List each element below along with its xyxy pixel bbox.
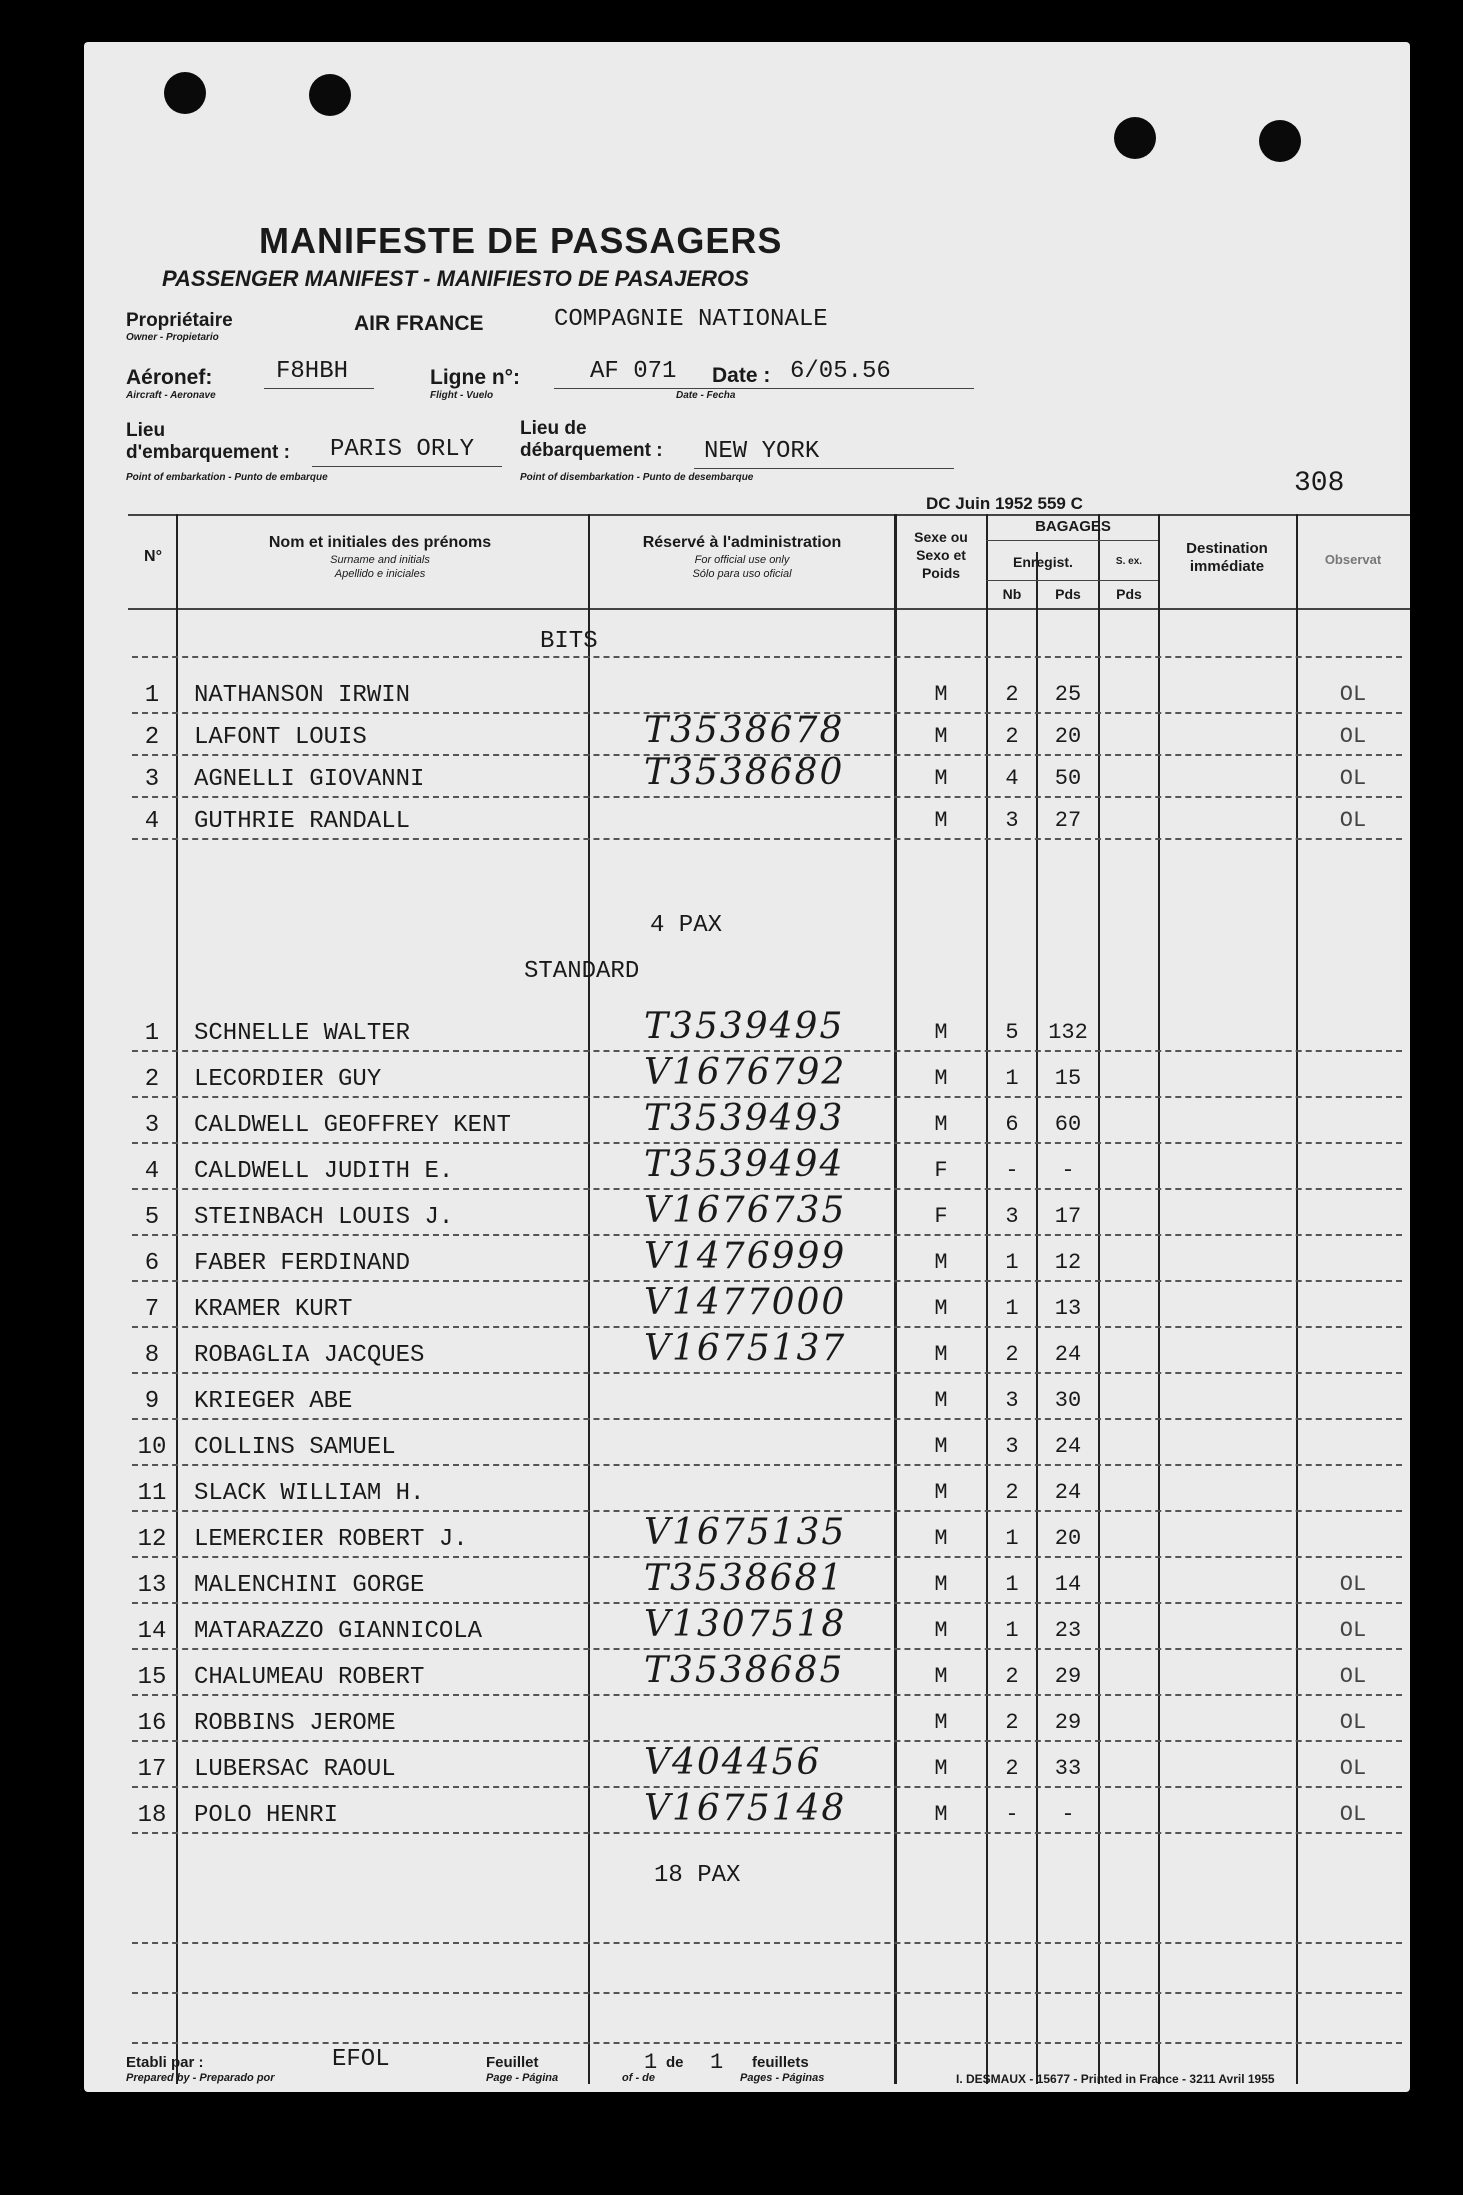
bag-weight: 29: [1054, 1710, 1082, 1735]
embark-label: Lieu d'embarquement :: [126, 420, 290, 463]
ticket-number: V1676735: [644, 1190, 847, 1231]
passenger-name: GUTHRIE RANDALL: [194, 808, 411, 835]
row-number: 14: [137, 1618, 167, 1645]
sex-value: M: [934, 1572, 948, 1597]
col-bagages: BAGAGES: [1035, 518, 1111, 535]
col-obs: Observat: [1324, 552, 1382, 567]
bag-count: 3: [1005, 1434, 1019, 1459]
row-number: 5: [144, 1204, 160, 1231]
bag-count: 5: [1005, 1020, 1019, 1045]
printer-line: I. DESMAUX - 15677 - Printed in France - 3211 Avril 1955: [956, 2072, 1275, 2086]
ticket-number: V404456: [644, 1742, 822, 1783]
bag-weight: 12: [1054, 1250, 1082, 1275]
aircraft-value: F8HBH: [276, 358, 349, 385]
bag-count: 1: [1005, 1296, 1019, 1321]
passenger-name: AGNELLI GIOVANNI: [194, 766, 425, 793]
bag-count: 4: [1005, 766, 1019, 791]
passenger-name: LECORDIER GUY: [194, 1066, 382, 1093]
bag-weight: -: [1061, 1158, 1075, 1183]
row-line: [132, 1694, 1402, 1697]
col-name-sub1: Surname and initials: [330, 554, 430, 566]
manifest-sheet: [84, 42, 1410, 2092]
sex-value: M: [934, 1112, 948, 1137]
prepared-value: EFOL: [332, 2046, 390, 2073]
ticket-number: T3538685: [644, 1650, 845, 1691]
ticket-number: T3538680: [644, 752, 845, 793]
passenger-name: FABER FERDINAND: [194, 1250, 411, 1277]
observation: OL: [1339, 1618, 1367, 1643]
sex-value: M: [934, 1480, 948, 1505]
owner-sub: Owner - Propietario: [126, 332, 219, 343]
bag-count: 3: [1005, 1388, 1019, 1413]
bag-weight: 27: [1054, 808, 1082, 833]
sex-value: M: [934, 1296, 948, 1321]
bag-count: 6: [1005, 1112, 1019, 1137]
col-pds: Pds: [1055, 586, 1081, 602]
passenger-name: SLACK WILLIAM H.: [194, 1480, 425, 1507]
bag-weight: 24: [1054, 1434, 1082, 1459]
sex-value: F: [934, 1158, 948, 1183]
sex-value: M: [934, 808, 948, 833]
bag-weight: 23: [1054, 1618, 1082, 1643]
col-nb: Nb: [1002, 586, 1022, 602]
of-sub: of - de: [622, 2072, 655, 2084]
row-number: 4: [144, 1158, 160, 1185]
bag-weight: 25: [1054, 682, 1082, 707]
date-sub: Date - Fecha: [676, 390, 736, 401]
aircraft-sub: Aircraft - Aeronave: [126, 390, 216, 401]
sheet-label: Feuillet: [486, 2054, 539, 2071]
row-number: 3: [144, 1112, 160, 1139]
observation: OL: [1339, 1710, 1367, 1735]
sheets-label: feuillets: [752, 2054, 809, 2071]
row-number: 7: [144, 1296, 160, 1323]
passenger-name: LUBERSAC RAOUL: [194, 1756, 396, 1783]
bag-weight: -: [1061, 1802, 1075, 1827]
row-number: 15: [137, 1664, 167, 1691]
aircraft-label: Aéronef:: [126, 366, 213, 389]
bag-count: 2: [1005, 1664, 1019, 1689]
row-number: 10: [137, 1434, 167, 1461]
sex-value: M: [934, 1342, 948, 1367]
bag-weight: 24: [1054, 1480, 1082, 1505]
row-line: [132, 796, 1402, 799]
row-number: 8: [144, 1342, 160, 1369]
ticket-number: T3539495: [644, 1006, 845, 1047]
punch-hole: [164, 72, 206, 114]
section-bits: BITS: [540, 628, 598, 655]
sex-value: M: [934, 1526, 948, 1551]
row-number: 12: [137, 1526, 167, 1553]
bag-weight: 132: [1048, 1020, 1088, 1045]
passenger-name: COLLINS SAMUEL: [194, 1434, 396, 1461]
passenger-name: POLO HENRI: [194, 1802, 339, 1829]
bag-count: 3: [1005, 1204, 1019, 1229]
disembark-value: NEW YORK: [704, 438, 820, 465]
sex-value: M: [934, 1710, 948, 1735]
bits-total: 4 PAX: [650, 912, 723, 939]
row-number: 1: [144, 682, 160, 709]
observation: OL: [1339, 1572, 1367, 1597]
observation: OL: [1339, 682, 1367, 707]
col-admin-sub1: For official use only: [694, 554, 790, 566]
bag-count: 1: [1005, 1526, 1019, 1551]
of-label: de: [666, 2054, 684, 2071]
col-dest: Destination immédiate: [1186, 540, 1268, 575]
row-number: 6: [144, 1250, 160, 1277]
row-line: [132, 838, 1402, 841]
bag-weight: 13: [1054, 1296, 1082, 1321]
form-subtitle: PASSENGER MANIFEST - MANIFIESTO DE PASAJEROS: [162, 266, 749, 291]
bag-count: -: [1005, 1802, 1019, 1827]
sheet-value: 1: [644, 2050, 658, 2075]
date-value: 6/05.56: [790, 358, 891, 385]
observation: OL: [1339, 1664, 1367, 1689]
bag-weight: 20: [1054, 1526, 1082, 1551]
bag-weight: 60: [1054, 1112, 1082, 1137]
observation: OL: [1339, 808, 1367, 833]
sex-value: M: [934, 1020, 948, 1045]
passenger-name: KRAMER KURT: [194, 1296, 353, 1323]
punch-hole: [1114, 117, 1156, 159]
ticket-number: V1676792: [644, 1052, 847, 1093]
embark-value: PARIS ORLY: [330, 436, 475, 463]
sex-value: M: [934, 682, 948, 707]
sex-value: F: [934, 1204, 948, 1229]
passenger-name: MALENCHINI GORGE: [194, 1572, 425, 1599]
bag-weight: 50: [1054, 766, 1082, 791]
ticket-number: T3538678: [644, 710, 845, 751]
passenger-name: CHALUMEAU ROBERT: [194, 1664, 425, 1691]
row-line: [132, 1832, 1402, 1835]
bag-count: 2: [1005, 682, 1019, 707]
bag-weight: 15: [1054, 1066, 1082, 1091]
bag-weight: 33: [1054, 1756, 1082, 1781]
standard-total: 18 PAX: [654, 1862, 741, 1889]
form-code: DC Juin 1952 559 C: [926, 494, 1083, 513]
row-number: 18: [137, 1802, 167, 1829]
disembark-label: Lieu de débarquement :: [520, 418, 663, 461]
passenger-name: ROBAGLIA JACQUES: [194, 1342, 425, 1369]
bag-count: 1: [1005, 1618, 1019, 1643]
line-value: AF 071: [590, 358, 677, 385]
section-standard: STANDARD: [524, 958, 640, 985]
row-line: [132, 1464, 1402, 1467]
passenger-name: KRIEGER ABE: [194, 1388, 353, 1415]
row-number: 11: [137, 1480, 167, 1507]
row-number: 16: [137, 1710, 167, 1737]
col-no: N°: [144, 548, 162, 565]
row-number: 9: [144, 1388, 160, 1415]
sex-value: M: [934, 1388, 948, 1413]
passenger-name: CALDWELL JUDITH E.: [194, 1158, 454, 1185]
sex-value: M: [934, 1802, 948, 1827]
observation: OL: [1339, 766, 1367, 791]
col-pds2: Pds: [1116, 586, 1142, 602]
passenger-name: STEINBACH LOUIS J.: [194, 1204, 454, 1231]
of-value: 1: [710, 2050, 724, 2075]
col-admin-sub2: Sólo para uso oficial: [692, 568, 792, 580]
sheets-sub: Pages - Páginas: [740, 2072, 825, 2084]
row-number: 13: [137, 1572, 167, 1599]
sex-value: M: [934, 1066, 948, 1091]
owner-value: AIR FRANCE: [354, 312, 484, 335]
ticket-number: V1476999: [644, 1236, 847, 1277]
col-name-sub2: Apellido e iniciales: [334, 568, 426, 580]
row-number: 1: [144, 1020, 160, 1047]
sex-value: M: [934, 1434, 948, 1459]
bag-count: 2: [1005, 1480, 1019, 1505]
form-title: MANIFESTE DE PASSAGERS: [259, 220, 783, 261]
line-label: Ligne n°:: [430, 366, 521, 389]
bag-count: 3: [1005, 808, 1019, 833]
bag-count: 1: [1005, 1250, 1019, 1275]
line-sub: Flight - Vuelo: [430, 390, 494, 401]
owner-label: Propriétaire: [126, 310, 233, 331]
bag-weight: 20: [1054, 724, 1082, 749]
prepared-label: Etabli par :: [126, 2054, 204, 2071]
bag-weight: 30: [1054, 1388, 1082, 1413]
col-name: Nom et initiales des prénoms: [268, 534, 492, 551]
bag-weight: 17: [1054, 1204, 1082, 1229]
sex-value: M: [934, 1250, 948, 1275]
passenger-name: LEMERCIER ROBERT J.: [194, 1526, 468, 1553]
punch-hole: [309, 74, 351, 116]
row-number: 2: [144, 1066, 160, 1093]
sex-value: M: [934, 766, 948, 791]
sheet-sub: Page - Página: [486, 2072, 559, 2084]
ticket-number: V1675135: [644, 1512, 847, 1553]
passenger-name: NATHANSON IRWIN: [194, 682, 411, 709]
ticket-number: V1307518: [644, 1604, 847, 1645]
ticket-number: V1477000: [644, 1282, 847, 1323]
bag-count: 2: [1005, 1342, 1019, 1367]
ticket-number: T3539494: [644, 1144, 845, 1185]
embark-sub: Point of embarkation - Punto de embarque: [126, 472, 328, 483]
page-number: 308: [1294, 468, 1345, 499]
punch-hole: [1259, 120, 1301, 162]
passenger-name: ROBBINS JEROME: [194, 1710, 396, 1737]
row-line: [132, 1372, 1402, 1375]
bag-weight: 29: [1054, 1664, 1082, 1689]
col-sex-col: S. ex.: [1115, 556, 1143, 567]
date-label: Date :: [712, 364, 771, 387]
bag-count: 1: [1005, 1572, 1019, 1597]
bag-weight: 14: [1054, 1572, 1082, 1597]
observation: OL: [1339, 1802, 1367, 1827]
sex-value: M: [934, 724, 948, 749]
bag-weight: 24: [1054, 1342, 1082, 1367]
disembark-sub: Point of disembarkation - Punto de desembarque: [520, 472, 754, 483]
owner-value-typed: COMPAGNIE NATIONALE: [554, 306, 828, 333]
row-number: 17: [137, 1756, 167, 1783]
ticket-number: V1675148: [644, 1788, 847, 1829]
bag-count: 2: [1005, 724, 1019, 749]
sex-value: M: [934, 1618, 948, 1643]
passenger-name: CALDWELL GEOFFREY KENT: [194, 1112, 511, 1139]
observation: OL: [1339, 724, 1367, 749]
row-line: [132, 1418, 1402, 1421]
ticket-number: T3539493: [644, 1098, 845, 1139]
row-number: 2: [144, 724, 160, 751]
bag-count: 1: [1005, 1066, 1019, 1091]
row-number: 3: [144, 766, 160, 793]
passenger-name: MATARAZZO GIANNICOLA: [194, 1618, 483, 1645]
col-enregist: Enregist.: [1013, 554, 1073, 570]
ticket-number: T3538681: [644, 1558, 845, 1599]
row-number: 4: [144, 808, 160, 835]
observation: OL: [1339, 1756, 1367, 1781]
sex-value: M: [934, 1756, 948, 1781]
bag-count: 2: [1005, 1710, 1019, 1735]
bag-count: -: [1005, 1158, 1019, 1183]
passenger-name: SCHNELLE WALTER: [194, 1020, 411, 1047]
col-sex: Sexe ou Sexo et Poids: [914, 529, 968, 581]
col-admin: Réservé à l'administration: [642, 534, 842, 551]
prepared-sub: Prepared by - Preparado por: [126, 2072, 275, 2084]
sex-value: M: [934, 1664, 948, 1689]
bag-count: 2: [1005, 1756, 1019, 1781]
ticket-number: V1675137: [644, 1328, 847, 1369]
passenger-name: LAFONT LOUIS: [194, 724, 367, 751]
